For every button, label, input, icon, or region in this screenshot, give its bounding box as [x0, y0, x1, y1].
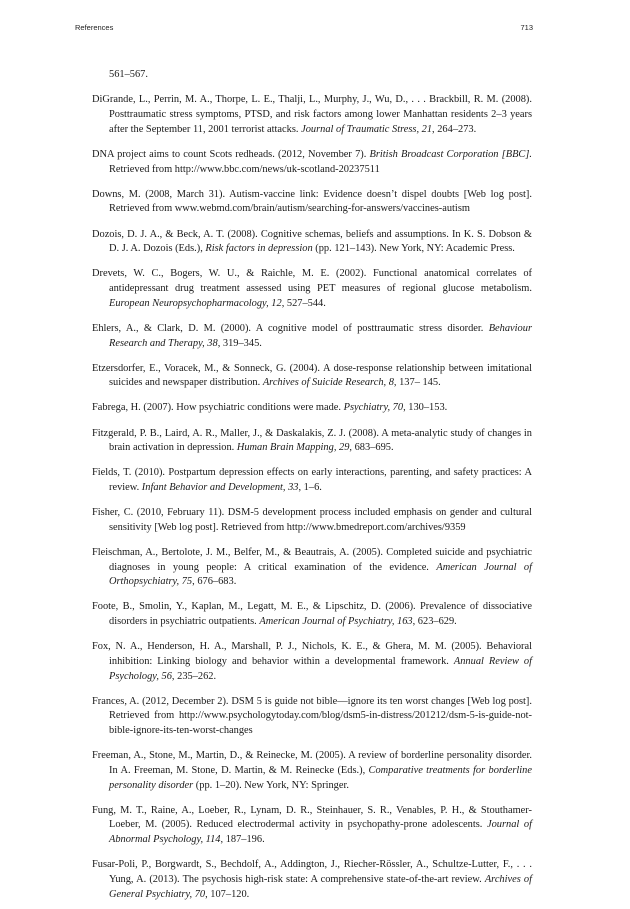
- ref-source: American Journal of Orthopsychiatry, 75: [109, 561, 533, 588]
- ref-source: Human Brain Mapping, 29: [236, 442, 350, 454]
- ref-pages: , 107–120.: [205, 888, 250, 900]
- reference-entry: [92, 546, 532, 590]
- ref-source: American Journal of Psychiatry, 163: [259, 616, 413, 628]
- ref-text: DNA project aims to count Scots redheads. (2012, November 7).: [92, 148, 370, 160]
- ref-source: Archives of General Psychiatry, 70: [109, 873, 532, 900]
- reference-entry: [92, 466, 532, 495]
- ref-pages: , 187–196.: [220, 834, 265, 846]
- reference-entry: [92, 640, 532, 684]
- reference-entry: [92, 362, 532, 391]
- ref-text: 561–567.: [109, 69, 148, 81]
- reference-entry: [92, 506, 532, 535]
- ref-text: Downs, M. (2008, March 31). Autism-vaccine link: Evidence doesn’t dispel doubts [Web log post]. Retrieved from www.webmd.com/brain/autism/searching-for-answers/vaccines-autism: [92, 188, 532, 215]
- reference-entry: [92, 322, 532, 351]
- ref-text: Etzersdorfer, E., Voracek, M., & Sonneck, G. (2004). A dose-response relationship between imitational suicides and newspaper distribution.: [92, 362, 532, 389]
- ref-text: DiGrande, L., Perrin, M. A., Thorpe, L. E., Thalji, L., Murphy, J., Wu, D., . . . Brackbill, R. M. (2008). Posttraumatic stress symptoms, PTSD, and risk factors among lower Manhattan residents 2–3 years after the September 11, 2001 terrorist attacks.: [92, 94, 532, 135]
- reference-entry: [92, 401, 532, 416]
- reference-entry: [92, 267, 532, 311]
- reference-entry: [92, 749, 532, 793]
- ref-text: Fung, M. T., Raine, A., Loeber, R., Lynam, D. R., Steinhauer, S. R., Venables, P. H., & Stouthamer-Loeber, M. (2005). Reduced electrodermal activity in psychopathy-prone adolescents.: [92, 804, 532, 831]
- ref-text: Fox, N. A., Henderson, H. A., Marshall, P. J., Nichols, K. E., & Ghera, M. M. (2005). Behavioral inhibition: Linking biology and behavior within a developmental framework.: [92, 641, 532, 667]
- ref-text: Frances, A. (2012, December 2). DSM 5 is guide not bible—ignore its ten worst changes [Web log post]. Retrieved from http://www.psychologytoday.com/blog/dsm5-in-distress/201212/dsm-5-is-guide-not-bible-ignore-its-ten-worst-changes: [92, 695, 532, 737]
- reference-entry: [92, 858, 532, 902]
- ref-source: Archives of Suicide Research, 8: [262, 377, 394, 389]
- ref-pages: , 137– 145.: [393, 377, 441, 389]
- ref-source: British Broadcast Corporation [BBC].: [369, 148, 532, 160]
- ref-pages: , 319–345.: [217, 337, 262, 349]
- ref-source: European Neuropsychopharmacology, 12: [109, 297, 282, 309]
- ref-text: Fabrega, H. (2007). How psychiatric conditions were made.: [92, 402, 344, 414]
- reference-entry: [92, 93, 532, 137]
- ref-text: Fields, T. (2010). Postpartum depression effects on early interactions, parenting, and safety practices: A review.: [92, 467, 532, 494]
- ref-source: Risk factors in depression: [205, 243, 313, 255]
- ref-source: Journal of Traumatic Stress, 21: [301, 123, 433, 135]
- ref-pages: , 235–262.: [171, 670, 217, 682]
- reference-entry: [92, 804, 532, 848]
- ref-text: Foote, B., Smolin, Y., Kaplan, M., Legatt, M. E., & Lipschitz, D. (2006). Prevalence of dissociative disorders in psychiatric outpatients.: [92, 601, 532, 628]
- ref-text: Fisher, C. (2010, February 11). DSM-5 development process included emphasis on gender and cultural sensitivity [Web log post]. Retrieved from http://www.bmedreport.com/archives/9359: [92, 507, 532, 533]
- reference-entry: [92, 148, 532, 177]
- section-title: References: [75, 23, 114, 32]
- ref-url: Retrieved from http://www.bbc.com/news/uk-scotland-20237511: [109, 163, 380, 175]
- ref-text: Ehlers, A., & Clark, D. M. (2000). A cognitive model of posttraumatic stress disorder.: [92, 322, 489, 334]
- ref-source: Psychiatry, 70: [343, 402, 404, 414]
- ref-pages: , 527–544.: [281, 297, 326, 309]
- reference-entry: [92, 695, 532, 739]
- ref-source: Journal of Abnormal Psychology, 114: [109, 819, 532, 846]
- reference-continuation: [92, 68, 532, 83]
- page-number: 713: [520, 23, 533, 32]
- ref-text: Fitzgerald, P. B., Laird, A. R., Maller, J., & Daskalakis, Z. J. (2008). A meta-analytic study of changes in brain activation in depression.: [92, 427, 532, 454]
- ref-pages: , 676–683.: [192, 576, 237, 588]
- reference-entry: [92, 427, 532, 456]
- reference-entry: [92, 188, 532, 217]
- ref-source: Comparative treatments for borderline personality disorder: [109, 764, 532, 791]
- ref-text: Fleischman, A., Bertolote, J. M., Belfer, M., & Beautrais, A. (2005). Completed suicide and psychiatric diagnoses in young people: A critical examination of the evidence.: [92, 546, 532, 573]
- running-header: [75, 23, 533, 35]
- ref-pages: , 683–695.: [349, 442, 394, 454]
- reference-entry: [92, 228, 532, 257]
- ref-text: Dozois, D. J. A., & Beck, A. T. (2008). Cognitive schemas, beliefs and assumptions. In K. S. Dobson & D. J. A. Dozois (Eds.),: [92, 228, 532, 255]
- ref-pages: , 130–153.: [403, 402, 448, 414]
- ref-pages: , 264–273.: [432, 123, 477, 135]
- ref-text: Fusar-Poli, P., Borgwardt, S., Bechdolf, A., Addington, J., Riecher-Rössler, A., Schultze-Lutter, F., . . . Yung, A. (2013). The psychosis high-risk state: A comprehensive state-of-the-art review.: [92, 859, 532, 885]
- ref-text: Drevets, W. C., Bogers, W. U., & Raichle, M. E. (2002). Functional anatomical correlates of antidepressant drug treatment assessed using PET measures of regional glucose metabolism.: [92, 268, 532, 295]
- ref-text: Freeman, A., Stone, M., Martin, D., & Reinecke, M. (2005). A review of borderline personality disorder. In A. Freeman, M. Stone, D. Martin, & M. Reinecke (Eds.),: [92, 750, 532, 776]
- ref-pages: (pp. 1–20). New York, NY: Springer.: [193, 779, 349, 791]
- reference-entry: [92, 600, 532, 629]
- ref-source: Infant Behavior and Development, 33: [141, 482, 299, 494]
- ref-source: Behaviour Research and Therapy, 38: [109, 322, 532, 349]
- ref-pages: , 1–6.: [298, 482, 322, 494]
- ref-pages: (pp. 121–143). New York, NY: Academic Press.: [312, 243, 515, 255]
- ref-pages: , 623–629.: [412, 616, 457, 628]
- ref-source: Annual Review of Psychology, 56: [109, 655, 533, 682]
- reference-list: [92, 58, 532, 909]
